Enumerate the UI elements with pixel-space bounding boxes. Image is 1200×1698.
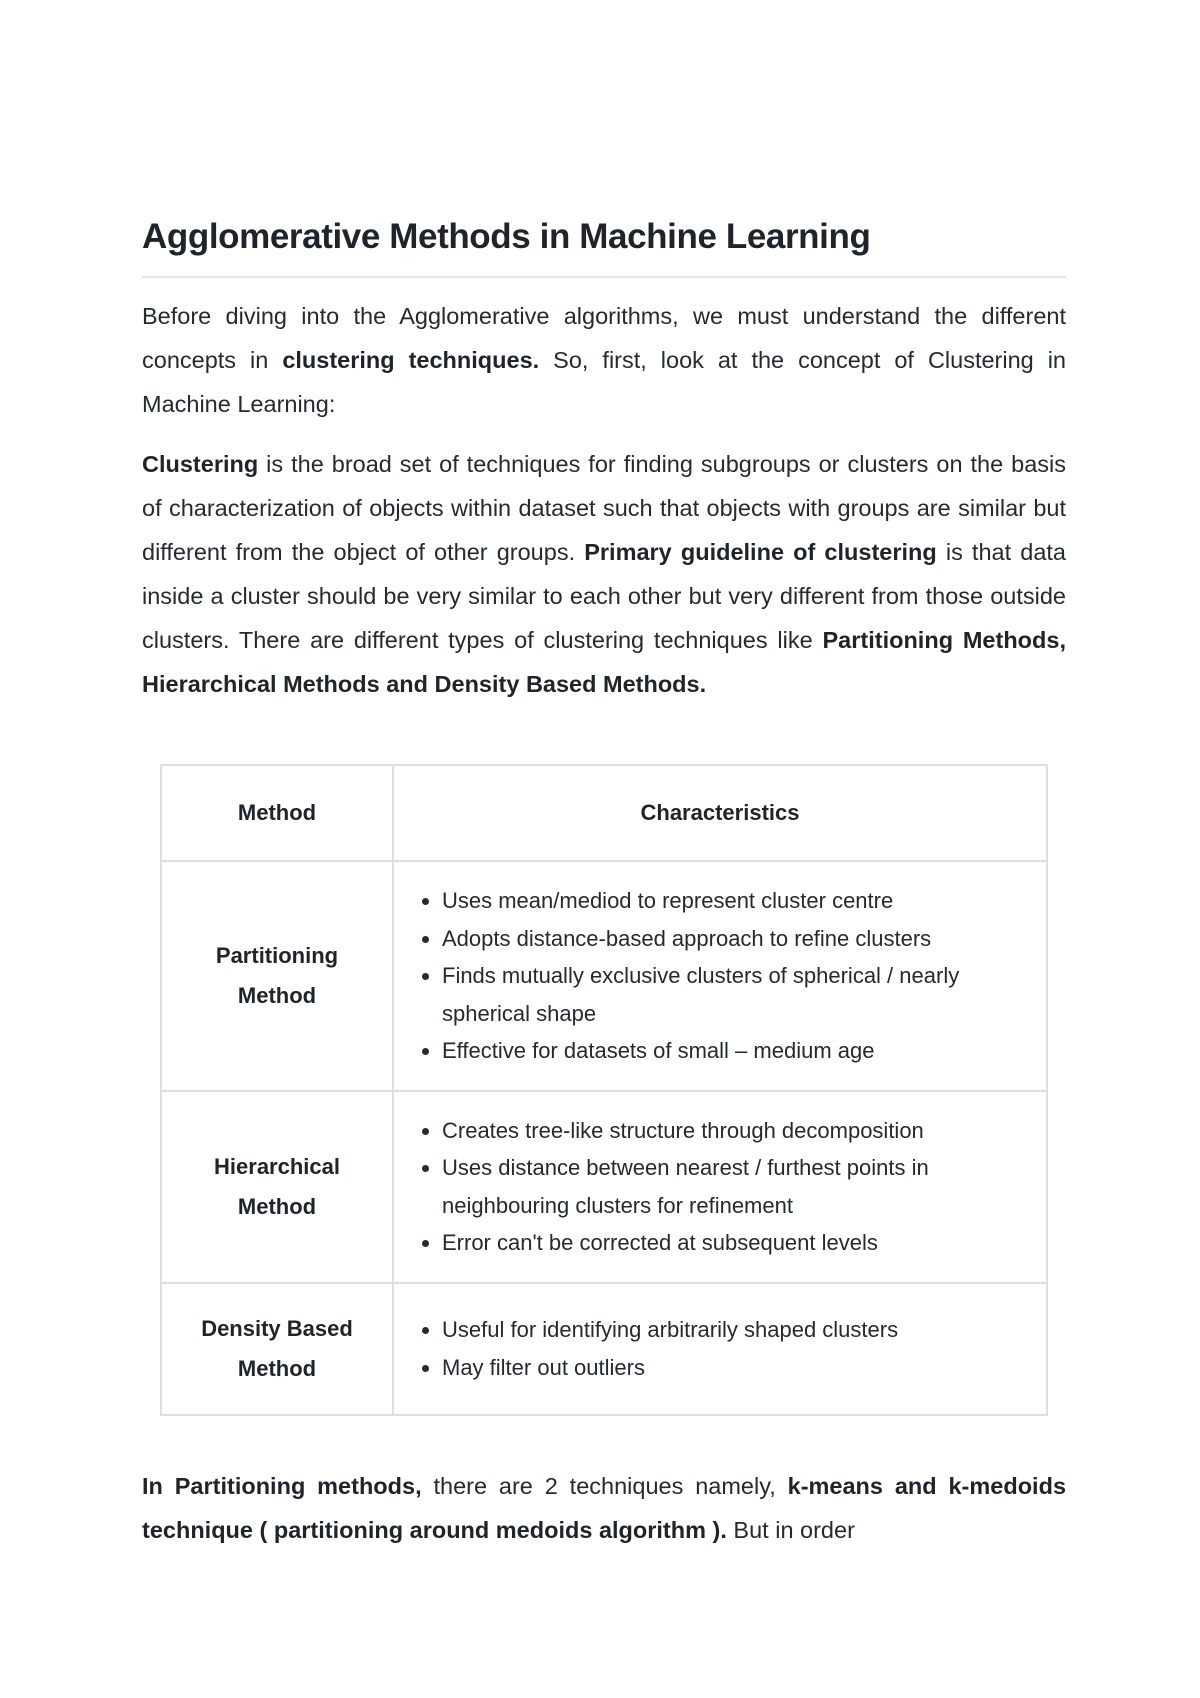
list-item: • Useful for identifying arbitrarily shaped clusters bbox=[442, 1311, 1022, 1349]
partitioning-text-2: But in order bbox=[726, 1516, 855, 1543]
table-cell-method bbox=[161, 1283, 393, 1415]
clustering-text-1: is the broad set of techniques for finding subgroups or clusters on the basis of characterization of objects within dataset such that objects with groups are similar but different from the object of other groups. bbox=[142, 451, 1066, 565]
method-name-line2: Method bbox=[237, 982, 317, 1008]
table-cell-characteristics bbox=[393, 1091, 1047, 1283]
table-row bbox=[161, 861, 1047, 1091]
list-item: • Creates tree-like structure through decomposition bbox=[442, 1112, 1022, 1150]
list-item: • Uses mean/mediod to represent cluster centre bbox=[442, 882, 1022, 920]
intro-text-1: Before diving into the Agglomerative algorithms, we must understand the different concepts in bbox=[142, 303, 1066, 373]
list-item: • Uses distance between nearest / furthest points in neighbouring clusters for refinement bbox=[442, 1149, 1022, 1224]
list-item: • Effective for datasets of small – medium age bbox=[442, 1032, 1022, 1070]
method-name-line1: Partitioning bbox=[215, 942, 339, 968]
table-header-characteristics: Characteristics bbox=[393, 765, 1047, 861]
clustering-bold-3: Partitioning Methods, Hierarchical Methods and Density Based Methods. bbox=[142, 627, 1066, 697]
method-name-line2: Method bbox=[237, 1355, 317, 1381]
characteristics-list bbox=[416, 1112, 1022, 1262]
partitioning-paragraph bbox=[142, 1464, 1066, 1552]
page-title: Agglomerative Methods in Machine Learning bbox=[142, 212, 1066, 278]
partitioning-text-1: there are 2 techniques namely, bbox=[421, 1472, 788, 1499]
table-header-row bbox=[161, 765, 1047, 861]
table-cell-characteristics bbox=[393, 1283, 1047, 1415]
method-name-line2: Method bbox=[237, 1193, 317, 1219]
list-item: • Finds mutually exclusive clusters of spherical / nearly spherical shape bbox=[442, 957, 1022, 1032]
list-item: • Adopts distance-based approach to refine clusters bbox=[442, 920, 1022, 958]
partitioning-bold-2: k-means and k-medoids technique ( partitioning around medoids algorithm ). bbox=[142, 1472, 1067, 1543]
methods-table bbox=[160, 764, 1048, 1416]
table-cell-characteristics bbox=[393, 861, 1047, 1091]
intro-text-2: So, first, look at the concept of Clustering in Machine Learning: bbox=[142, 347, 1067, 417]
list-item: • Error can't be corrected at subsequent levels bbox=[442, 1224, 1022, 1262]
characteristics-list bbox=[416, 882, 1022, 1070]
intro-paragraph bbox=[142, 294, 1066, 426]
article bbox=[142, 212, 1066, 1552]
list-item: • May filter out outliers bbox=[442, 1349, 1022, 1387]
method-name-line1: Hierarchical bbox=[214, 1153, 340, 1179]
table-cell-method bbox=[161, 861, 393, 1091]
method-name-line1: Density Based bbox=[201, 1315, 353, 1341]
table-row bbox=[161, 1283, 1047, 1415]
table-header-method: Method bbox=[161, 765, 393, 861]
clustering-bold-1: Clustering bbox=[142, 451, 259, 477]
clustering-text-2: is that data inside a cluster should be very similar to each other but very different from those outside clusters. There are different types of clustering techniques like bbox=[142, 539, 1066, 653]
characteristics-list bbox=[416, 1311, 1022, 1386]
table-cell-method bbox=[161, 1091, 393, 1283]
intro-bold-1: clustering techniques. bbox=[282, 347, 540, 373]
clustering-bold-2: Primary guideline of clustering bbox=[584, 539, 937, 565]
clustering-paragraph bbox=[142, 442, 1066, 706]
table-row bbox=[161, 1091, 1047, 1283]
partitioning-bold-1: In Partitioning methods, bbox=[142, 1472, 422, 1499]
